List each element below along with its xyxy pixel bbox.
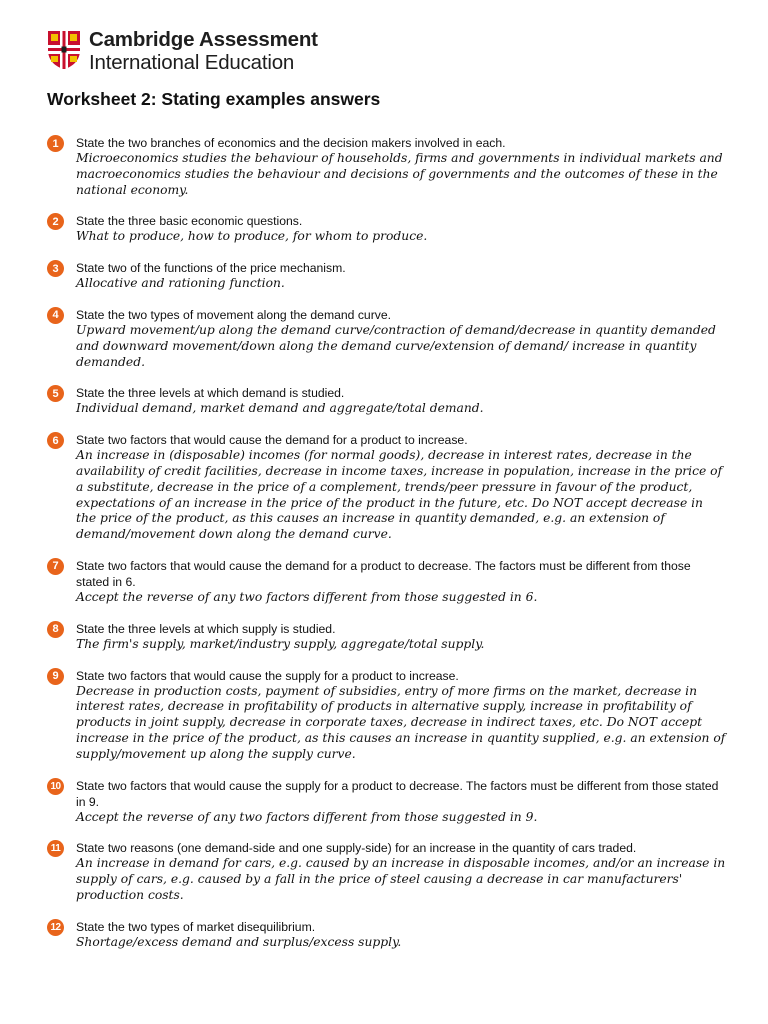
answer-text: Upward movement/up along the demand curve/contraction of demand/decrease in quantity demanded and downward movement/down along the demand curve/extension of demand/ increase in quantity demanded. [76, 322, 716, 369]
question-item-9 [47, 668, 727, 763]
question-item-11 [47, 840, 727, 903]
answer-text: Accept the reverse of any two factors different from those suggested in 9. [76, 809, 538, 824]
brand-name-line1: Cambridge Assessment [89, 28, 318, 51]
question-text: State two reasons (one demand-side and one supply-side) for an increase in the quantity of cars traded. [76, 841, 637, 856]
answer-text: Individual demand, market demand and aggregate/total demand. [76, 401, 484, 416]
question-item-5 [47, 385, 727, 417]
question-text: State two factors that would cause the supply for a product to increase. [76, 668, 459, 683]
question-item-2 [47, 213, 727, 245]
question-number-badge: 9 [47, 668, 64, 685]
question-text: State two factors that would cause the supply for a product to decrease. The factors must be different from those stated in 9. [76, 778, 719, 809]
answer-text: Shortage/excess demand and surplus/excess supply. [76, 934, 402, 949]
brand-name-line2: International Education [89, 50, 295, 74]
question-item-12 [47, 919, 727, 951]
question-number-badge: 3 [47, 260, 64, 277]
question-item-4 [47, 307, 727, 370]
question-text: State the three basic economic questions. [76, 214, 303, 229]
answer-text: An increase in (disposable) incomes (for normal goods), decrease in interest rates, decrease in the availability of credit facilities, decrease in income taxes, increase in population, increase in the price of a substitute, decrease in the price of a complement, trends/peer pressure in favour of the product, expectations of an increase in the price of the product in the future, etc. Do NOT accept decrease in the price of the product, as this causes an increase in quantity demanded, e.g. an extension of demand/movement down along the demand curve. [76, 448, 723, 542]
question-text: State the two branches of economics and the decision makers involved in each. [76, 136, 506, 150]
question-item-1 [47, 135, 727, 198]
question-number-badge: 5 [47, 385, 64, 402]
answer-text: Microeconomics studies the behaviour of households, firms and governments in individual markets and macroeconomics studies the behaviour and decisions of governments and the outcomes of these in the national economy. [76, 151, 723, 197]
question-list [47, 135, 727, 951]
question-text: State two factors that would cause the demand for a product to increase. [76, 433, 468, 448]
page-title: Worksheet 2: Stating examples answers [47, 89, 381, 109]
question-text: State two of the functions of the price mechanism. [76, 261, 346, 276]
question-item-3 [47, 260, 727, 292]
question-text: State the three levels at which demand is studied. [76, 386, 345, 401]
question-number-badge: 1 [47, 135, 64, 152]
question-number-badge: 8 [47, 621, 64, 638]
question-text: State the three levels at which supply is studied. [76, 621, 336, 636]
question-text: State two factors that would cause the demand for a product to decrease. The factors must be different from those stated in 6. [76, 558, 691, 589]
cambridge-crest-logo [47, 30, 81, 70]
question-item-6 [47, 432, 727, 543]
question-text: State the two types of market disequilibrium. [76, 919, 316, 934]
answer-text: Decrease in production costs, payment of subsidies, entry of more firms on the market, decrease in interest rates, decrease in profitability of products in alternative supply, increase in profitability of products in joint supply, decrease in corporate taxes, decrease in indirect taxes, etc. Do NOT accept increase in the price of the product, as this causes an increase in quantity supplied, e.g. an extension of supply/movement up along the supply curve. [76, 683, 726, 761]
question-text: State the two types of movement along the demand curve. [76, 307, 392, 322]
question-number-badge: 2 [47, 213, 64, 230]
answer-text: Accept the reverse of any two factors different from those suggested in 6. [76, 589, 538, 604]
question-number-badge: 6 [47, 432, 64, 449]
question-item-8 [47, 621, 727, 653]
answer-text: What to produce, how to produce, for whom to produce. [76, 229, 428, 244]
question-item-7 [47, 558, 727, 606]
question-number-badge: 4 [47, 307, 64, 324]
answer-text: An increase in demand for cars, e.g. caused by an increase in disposable incomes, and/or an increase in supply of cars, e.g. caused by a fall in the price of steel causing a decrease in car manufacturers' production costs. [76, 856, 726, 902]
question-number-badge: 12 [47, 919, 64, 936]
answer-text: Allocative and rationing function. [76, 276, 285, 291]
question-item-10 [47, 778, 727, 826]
question-number-badge: 11 [47, 840, 64, 857]
header [47, 30, 318, 73]
question-number-badge: 10 [47, 778, 64, 795]
question-number-badge: 7 [47, 558, 64, 575]
answer-text: The firm's supply, market/industry supply, aggregate/total supply. [76, 636, 485, 651]
